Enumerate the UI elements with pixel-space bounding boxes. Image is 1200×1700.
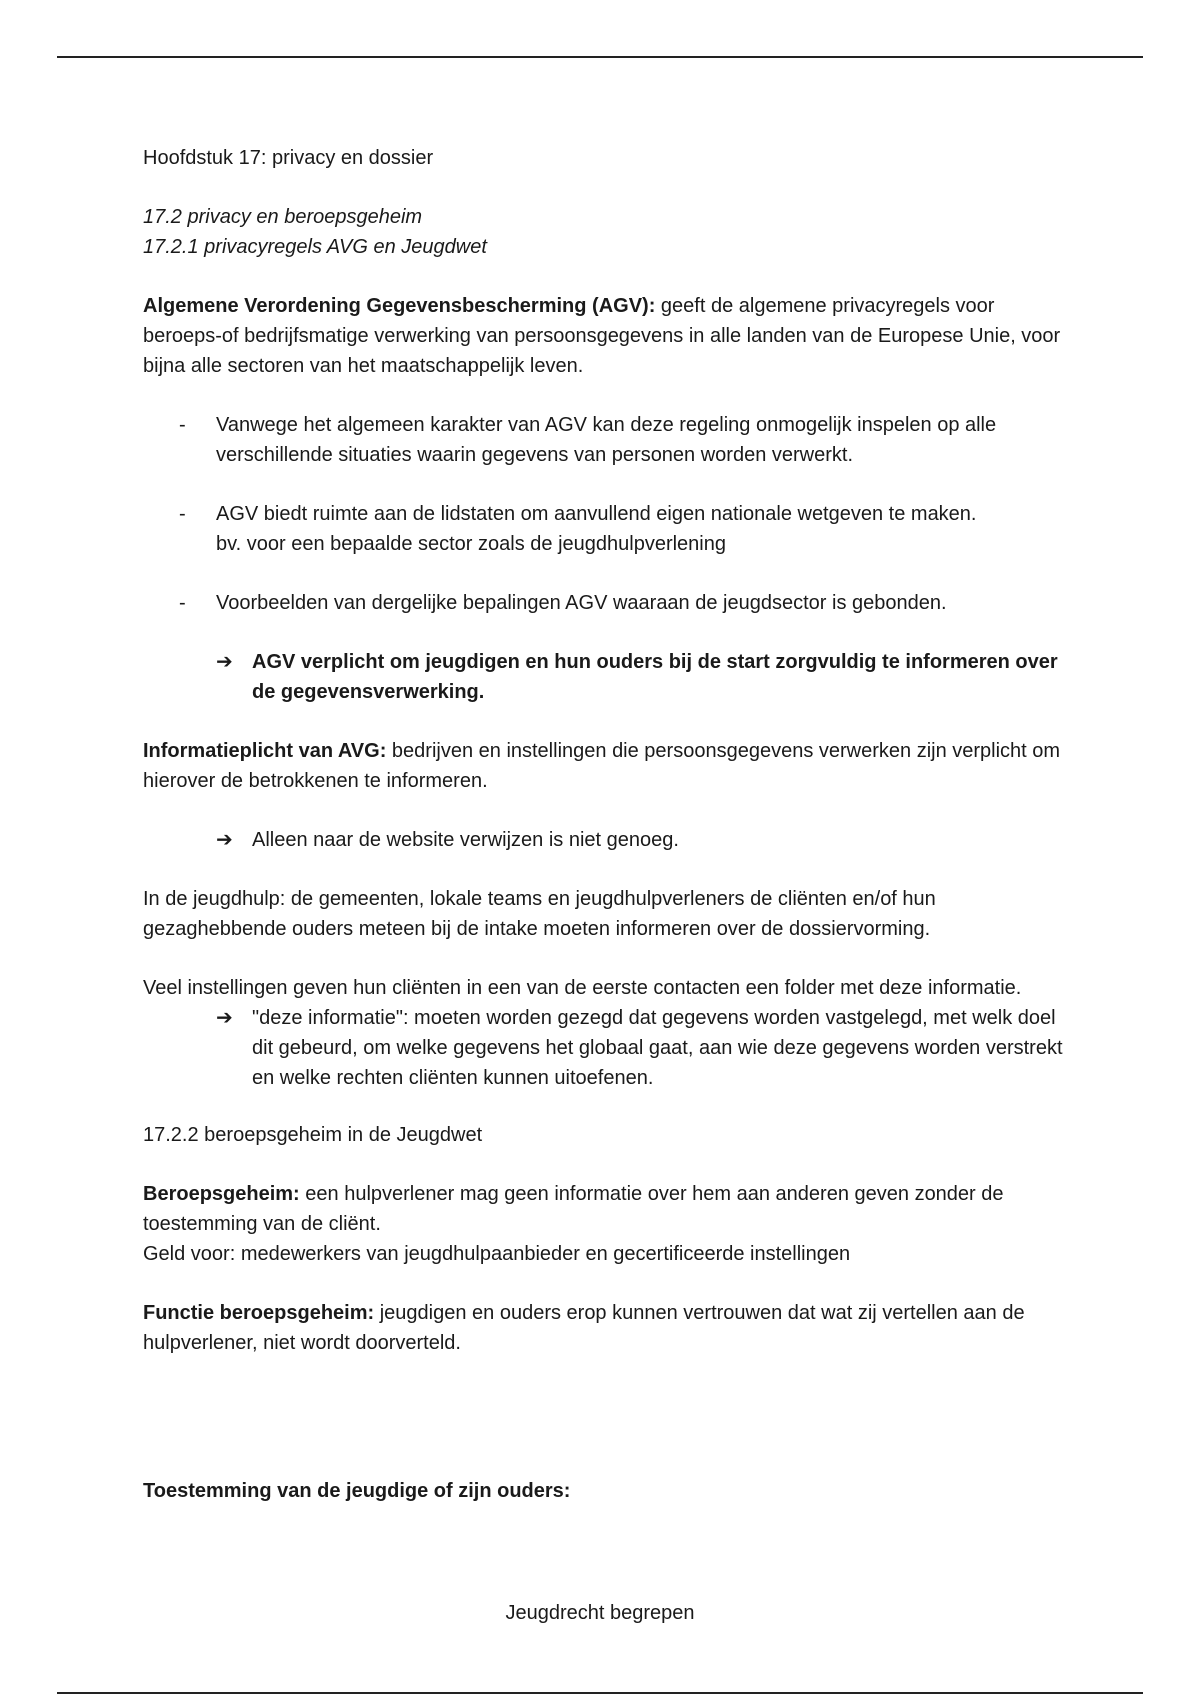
arrow-note-text: Alleen naar de website verwijzen is niet genoeg.: [252, 829, 679, 851]
bullet-dash: -: [179, 414, 186, 436]
section-heading-17-2-1: 17.2.1 privacyregels AVG en Jeugdwet: [143, 236, 487, 258]
toestemming-heading: Toestemming van de jeugdige of zijn ouders:: [143, 1480, 571, 1502]
bullet-text: Voorbeelden van dergelijke bepalingen AGV waaraan de jeugdsector is gebonden.: [216, 592, 947, 614]
arrow-note: [143, 825, 1073, 855]
informatieplicht-definition: [143, 736, 1073, 796]
avg-term: Algemene Verordening Gegevensbescherming (AGV):: [143, 295, 656, 317]
arrow-note: [143, 647, 1073, 707]
arrow-note-text: "deze informatie": moeten worden gezegd dat gegevens worden vastgelegd, met welk doel dit gebeurd, om welke gegevens het globaal gaat, aan wie deze gegevens worden verstrekt en welke rechten cliënten kunnen uitoefenen.: [252, 1007, 1063, 1089]
arrow-note-text: AGV verplicht om jeugdigen en hun ouders bij de start zorgvuldig te informeren over de gegevensverwerking.: [252, 651, 1058, 703]
bullet-item: [143, 499, 1073, 559]
header-rule: [57, 56, 1143, 58]
informatieplicht-text: bedrijven en instellingen die persoonsgegevens verwerken zijn verplicht om hierover de betrokkenen te informeren.: [143, 740, 1061, 792]
informatieplicht-term: Informatieplicht van AVG:: [143, 740, 387, 762]
functie-beroepsgeheim-definition: [143, 1298, 1073, 1358]
beroepsgeheim-term: Beroepsgeheim:: [143, 1183, 300, 1205]
section-heading-17-2-2: 17.2.2 beroepsgeheim in de Jeugdwet: [143, 1124, 483, 1146]
bullet-text: Vanwege het algemeen karakter van AGV kan deze regeling onmogelijk inspelen op alle verschillende situaties waarin gegevens van personen worden verwerkt.: [216, 414, 997, 466]
footer-rule: [57, 1692, 1143, 1694]
bullet-item: [143, 588, 1073, 618]
instellingen-paragraph: Veel instellingen geven hun cliënten in een van de eerste contacten een folder met deze informatie.: [143, 977, 1022, 999]
section-heading-17-2: 17.2 privacy en beroepsgeheim: [143, 206, 423, 228]
avg-text: geeft de algemene privacyregels voor beroeps-of bedrijfsmatige verwerking van persoonsgegevens in alle landen van de Europese Unie, voor bijna alle sectoren van het maatschappelijk leven.: [143, 295, 1061, 377]
bullet-item: [143, 410, 1073, 470]
bullet-dash: -: [179, 592, 186, 614]
arrow-note: [143, 1003, 1073, 1093]
arrow-right-icon: ➔: [216, 651, 233, 673]
bullet-text: AGV biedt ruimte aan de lidstaten om aanvullend eigen nationale wetgeven te maken.: [216, 503, 977, 525]
page-footer: Jeugdrecht begrepen: [505, 1602, 695, 1624]
beroepsgeheim-text: een hulpverlener mag geen informatie over hem aan anderen geven zonder de toestemming van de cliënt.: [143, 1183, 1004, 1235]
beroepsgeheim-geld-voor: Geld voor: medewerkers van jeugdhulpaanbieder en gecertificeerde instellingen: [143, 1243, 851, 1265]
chapter-title: Hoofdstuk 17: privacy en dossier: [143, 147, 434, 169]
arrow-right-icon: ➔: [216, 1007, 233, 1029]
beroepsgeheim-definition: [143, 1179, 1073, 1239]
jeugdhulp-paragraph: In de jeugdhulp: de gemeenten, lokale teams en jeugdhulpverleners de cliënten en/of hun gezaghebbende ouders meteen bij de intake moeten informeren over de dossiervorming.: [143, 888, 936, 940]
functie-beroepsgeheim-text: jeugdigen en ouders erop kunnen vertrouwen dat wat zij vertellen aan de hulpverlener, niet wordt doorverteld.: [143, 1302, 1025, 1354]
functie-beroepsgeheim-term: Functie beroepsgeheim:: [143, 1302, 375, 1324]
page-content: [143, 143, 1073, 1506]
avg-definition: [143, 291, 1073, 381]
arrow-right-icon: ➔: [216, 829, 233, 851]
bullet-example: bv. voor een bepaalde sector zoals de jeugdhulpverlening: [216, 533, 726, 555]
bullet-dash: -: [179, 503, 186, 525]
